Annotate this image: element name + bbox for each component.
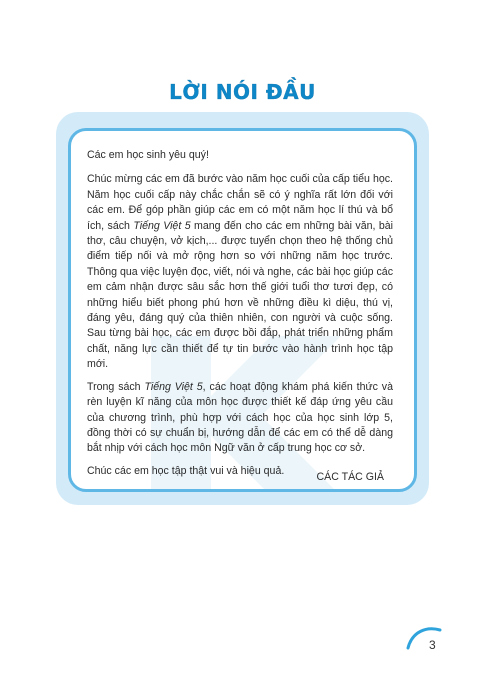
page-swirl-icon	[404, 622, 444, 652]
letter-box	[68, 128, 417, 492]
page-title: LỜI NÓI ĐẦU	[169, 80, 316, 104]
closing-line: Chúc các em học tập thật vui và hiệu quả.	[87, 464, 285, 477]
paragraph-1: Chúc mừng các em đã bước vào năm học cuối của cấp tiểu học. Năm học cuối cấp này chắc chắn sẽ có ý nghĩa rất lớn đối với các em. Để góp phần giúp các em có một năm học lí thú và bổ ích, sách Tiếng Việt 5 mang đến cho các em những bài văn, bài thơ, câu chuyện, vở kịch,... được tuyển chọn theo hệ thống chủ điểm tiếp nối và mở rộng hơn so với những năm học trước. Thông qua việc luyện đọc, viết, nói và nghe, các bài học giúp các em cảm nhận được sâu sắc hơn thế giới tuổi thơ tươi đẹp, có những hiểu biết phong phú hơn về những điều kì diệu, thú vị, đáng yêu, đáng quý của thiên nhiên, con người và cuộc sống. Sau từng bài học, các em được bồi đắp, phát triển những phẩm chất, năng lực cần thiết để tự tin bước vào hành trình học tập mới.	[87, 173, 393, 371]
letter-body	[87, 148, 393, 486]
paragraph-2: Trong sách Tiếng Việt 5, các hoạt động khám phá kiến thức và rèn luyện kĩ năng của môn học được thiết kế đáp ứng yêu cầu của chương trình, phù hợp với cách học của học sinh lớp 5, đồng thời có sự chuẩn bị, hướng dẫn để các em có thể dễ dàng bắt nhịp với cách học môn Ngữ văn ở cấp trung học cơ sở.	[87, 380, 393, 455]
signature: CÁC TÁC GIẢ	[316, 471, 384, 483]
greeting: Các em học sinh yêu quý!	[87, 149, 209, 161]
page-number: 3	[429, 638, 436, 652]
